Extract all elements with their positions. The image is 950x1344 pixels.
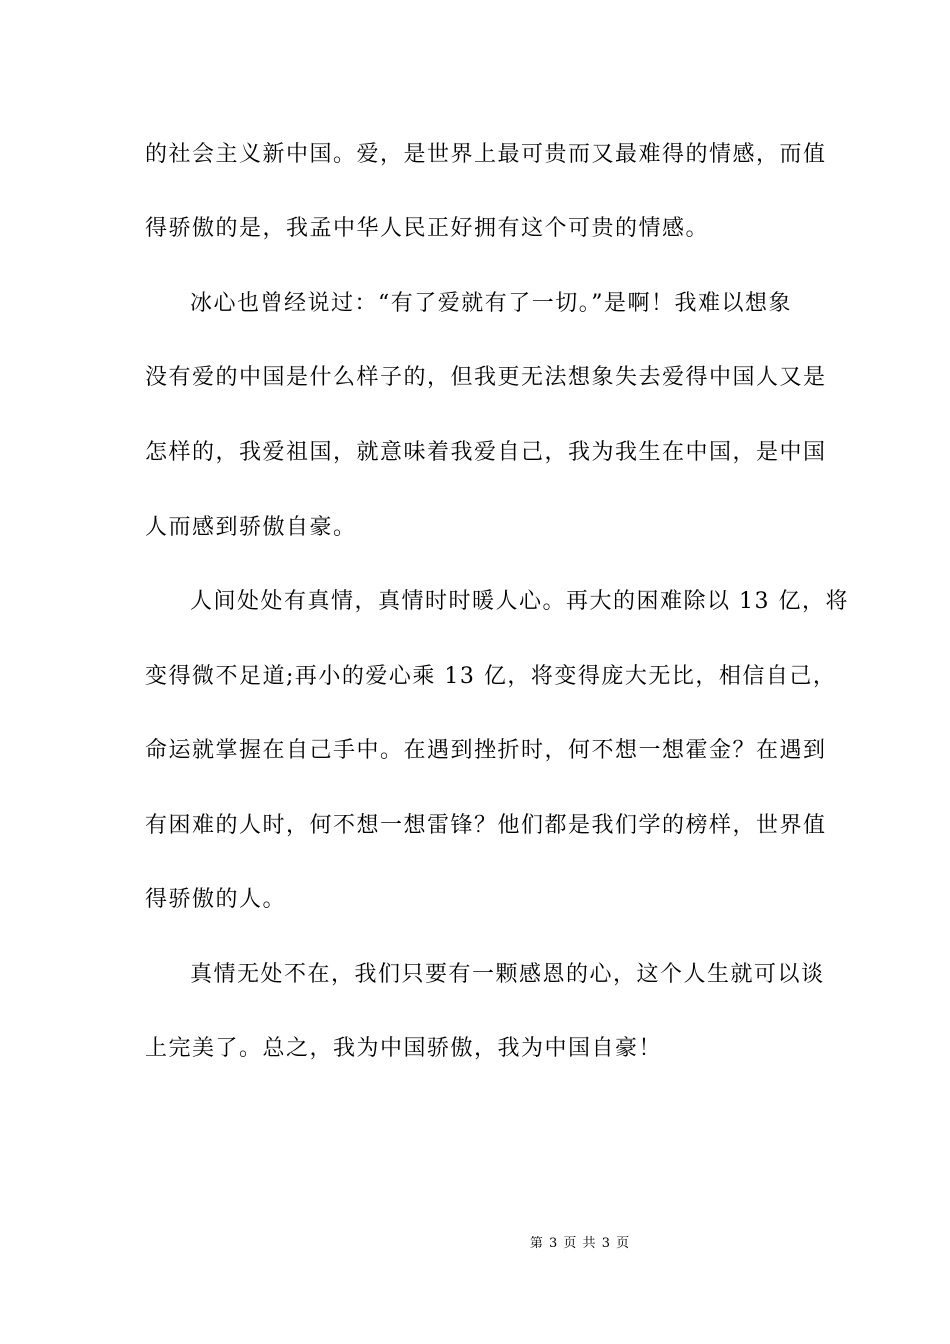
page-number-footer: 第 3 页 共 3 页 bbox=[529, 1236, 631, 1251]
body-line: 上完美了。总之，我为中国骄傲，我为中国自豪！ bbox=[145, 1036, 663, 1061]
body-line: 没有爱的中国是什么样子的，但我更无法想象失去爱得中国人又是 bbox=[145, 365, 827, 390]
body-line: 变得微不足道;再小的爱心乘 13 亿，将变得庞大无比，相信自己， bbox=[145, 664, 837, 689]
body-line: 得骄傲的人。 bbox=[145, 887, 287, 912]
body-line: 的社会主义新中国。爱，是世界上最可贵而又最难得的情感，而值 bbox=[145, 142, 827, 167]
body-line: 命运就掌握在自己手中。在遇到挫折时，何不想一想霍金？在遇到 bbox=[145, 738, 827, 763]
body-line: 人而感到骄傲自豪。 bbox=[145, 515, 357, 540]
body-line: 得骄傲的是，我孟中华人民正好拥有这个可贵的情感。 bbox=[145, 216, 710, 241]
body-line: 有困难的人时，何不想一想雷锋？他们都是我们学的榜样，世界值 bbox=[145, 813, 827, 838]
paragraph-first-line: 冰心也曾经说过：“有了爱就有了一切。”是啊！我难以想象 bbox=[190, 291, 792, 316]
paragraph-first-line: 真情无处不在，我们只要有一颗感恩的心，这个人生就可以谈 bbox=[190, 962, 825, 987]
paragraph-first-line: 人间处处有真情，真情时时暖人心。再大的困难除以 13 亿，将 bbox=[190, 589, 849, 614]
body-line: 怎样的，我爱祖国，就意味着我爱自己，我为我生在中国，是中国 bbox=[145, 440, 827, 465]
